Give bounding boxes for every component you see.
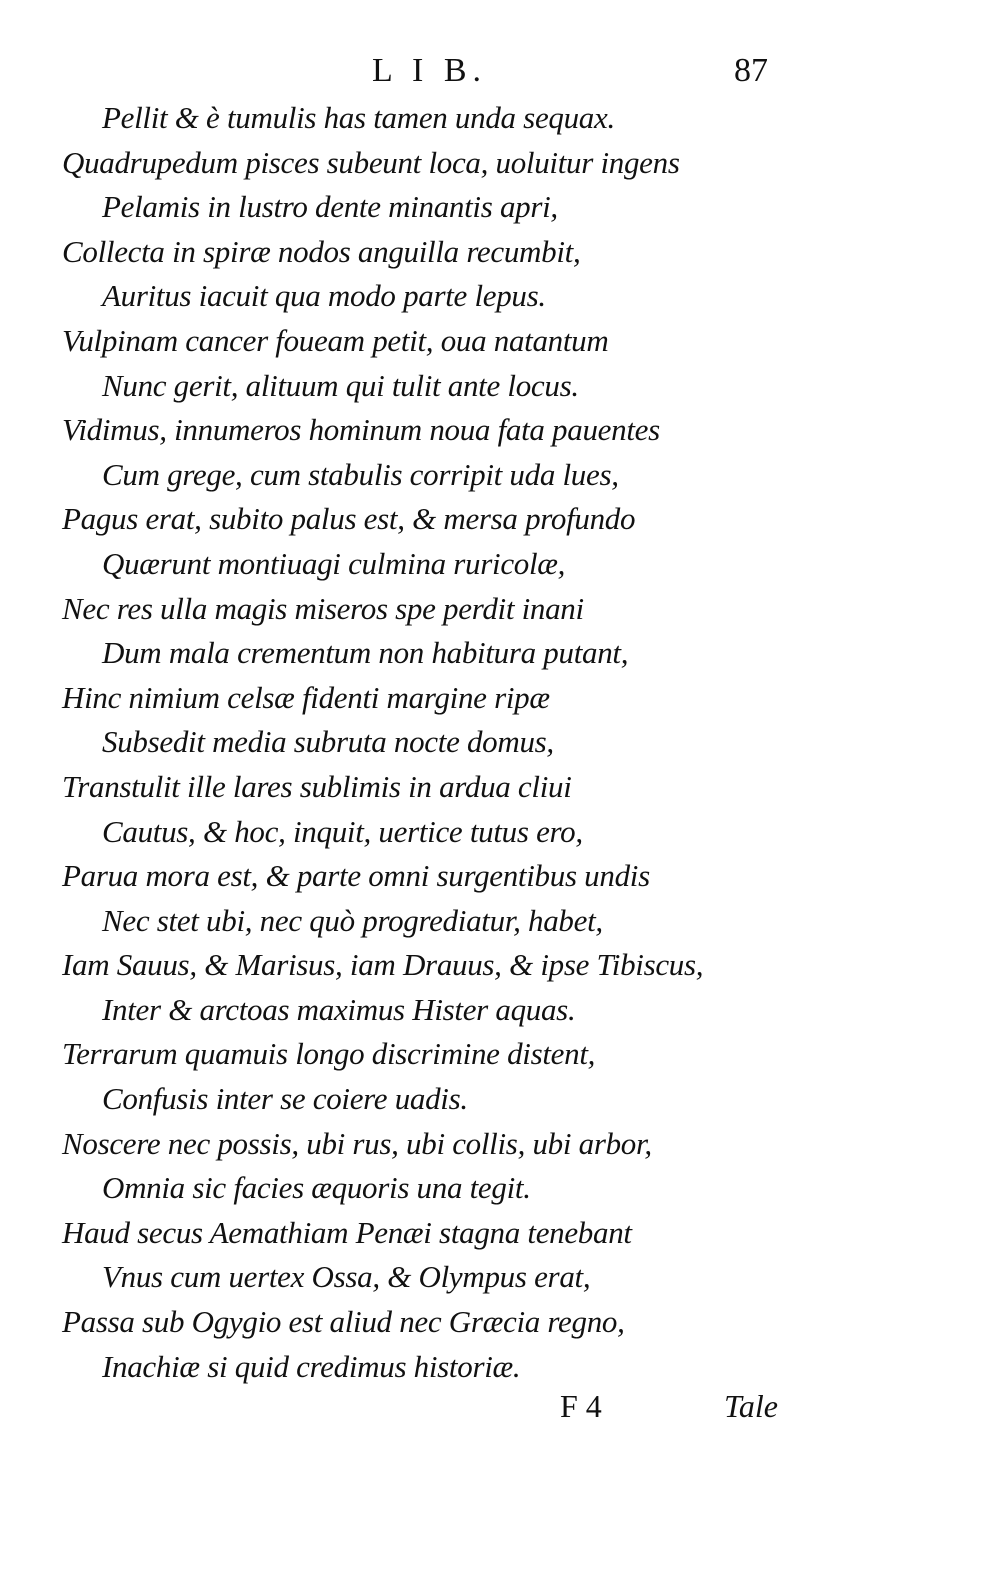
verse-line: Quadrupedum pisces subeunt loca, uoluitur ingens: [62, 144, 680, 180]
verse-line: Subsedit media subruta nocte domus,: [102, 724, 554, 760]
verse-line: Confusis inter se coiere uadis.: [102, 1081, 468, 1117]
verse-line: Cautus, & hoc, inquit, uertice tutus ero,: [102, 813, 583, 849]
signature-mark: F 4: [560, 1388, 602, 1424]
verse-line: Haud secus Aemathiam Penæi stagna tenebant: [62, 1214, 632, 1250]
running-head: [0, 52, 1000, 98]
verse-line: Nunc gerit, alituum qui tulit ante locus.: [102, 367, 579, 403]
catchword: Tale: [724, 1388, 778, 1424]
verse-line: Nec res ulla magis miseros spe perdit inani: [62, 590, 584, 626]
verse-line: Pellit & è tumulis has tamen unda sequax.: [102, 100, 615, 135]
verse-line: Pelamis in lustro dente minantis apri,: [102, 189, 558, 225]
running-title: L I B.: [372, 52, 488, 89]
verse-line: Cum grege, cum stabulis corripit uda lues,: [102, 456, 619, 492]
verse-line: Nec stet ubi, nec quò progrediatur, habet,: [102, 902, 603, 938]
verse-line: Noscere nec possis, ubi rus, ubi collis, ubi arbor,: [62, 1125, 652, 1161]
verse-line: Transtulit ille lares sublimis in ardua cliui: [62, 768, 572, 804]
verse-line: Inter & arctoas maximus Hister aquas.: [102, 991, 576, 1027]
verse-line: Omnia sic facies æquoris una tegit.: [102, 1170, 531, 1206]
verse-line: Collecta in spiræ nodos anguilla recumbit,: [62, 233, 581, 269]
verse-line: Quærunt montiuagi culmina ruricolæ,: [102, 545, 566, 581]
verse-line: Vidimus, innumeros hominum noua fata pauentes: [62, 412, 660, 448]
verse-line: Parua mora est, & parte omni surgentibus undis: [62, 858, 650, 894]
verse-line: Terrarum quamuis longo discrimine distent,: [62, 1036, 596, 1072]
page-footer: [0, 1388, 1000, 1432]
verse-line: Vnus cum uertex Ossa, & Olympus erat,: [102, 1259, 591, 1295]
verse-line: Pagus erat, subito palus est, & mersa profundo: [62, 501, 636, 537]
verse-line: Auritus iacuit qua modo parte lepus.: [102, 278, 546, 314]
verse-line: Inachiæ si quid credimus historiæ.: [102, 1348, 521, 1384]
verse-line: Iam Sauus, & Marisus, iam Drauus, & ipse Tibiscus,: [62, 947, 704, 983]
page-number: 87: [734, 52, 768, 89]
verse-block: [0, 96, 1000, 1389]
verse-line: Dum mala crementum non habitura putant,: [102, 635, 629, 671]
verse-line: Vulpinam cancer foueam petit, oua natantum: [62, 322, 609, 358]
verse-line: Passa sub Ogygio est aliud nec Græcia regno,: [62, 1304, 625, 1340]
verse-line: Hinc nimium celsæ fidenti margine ripæ: [62, 679, 550, 715]
